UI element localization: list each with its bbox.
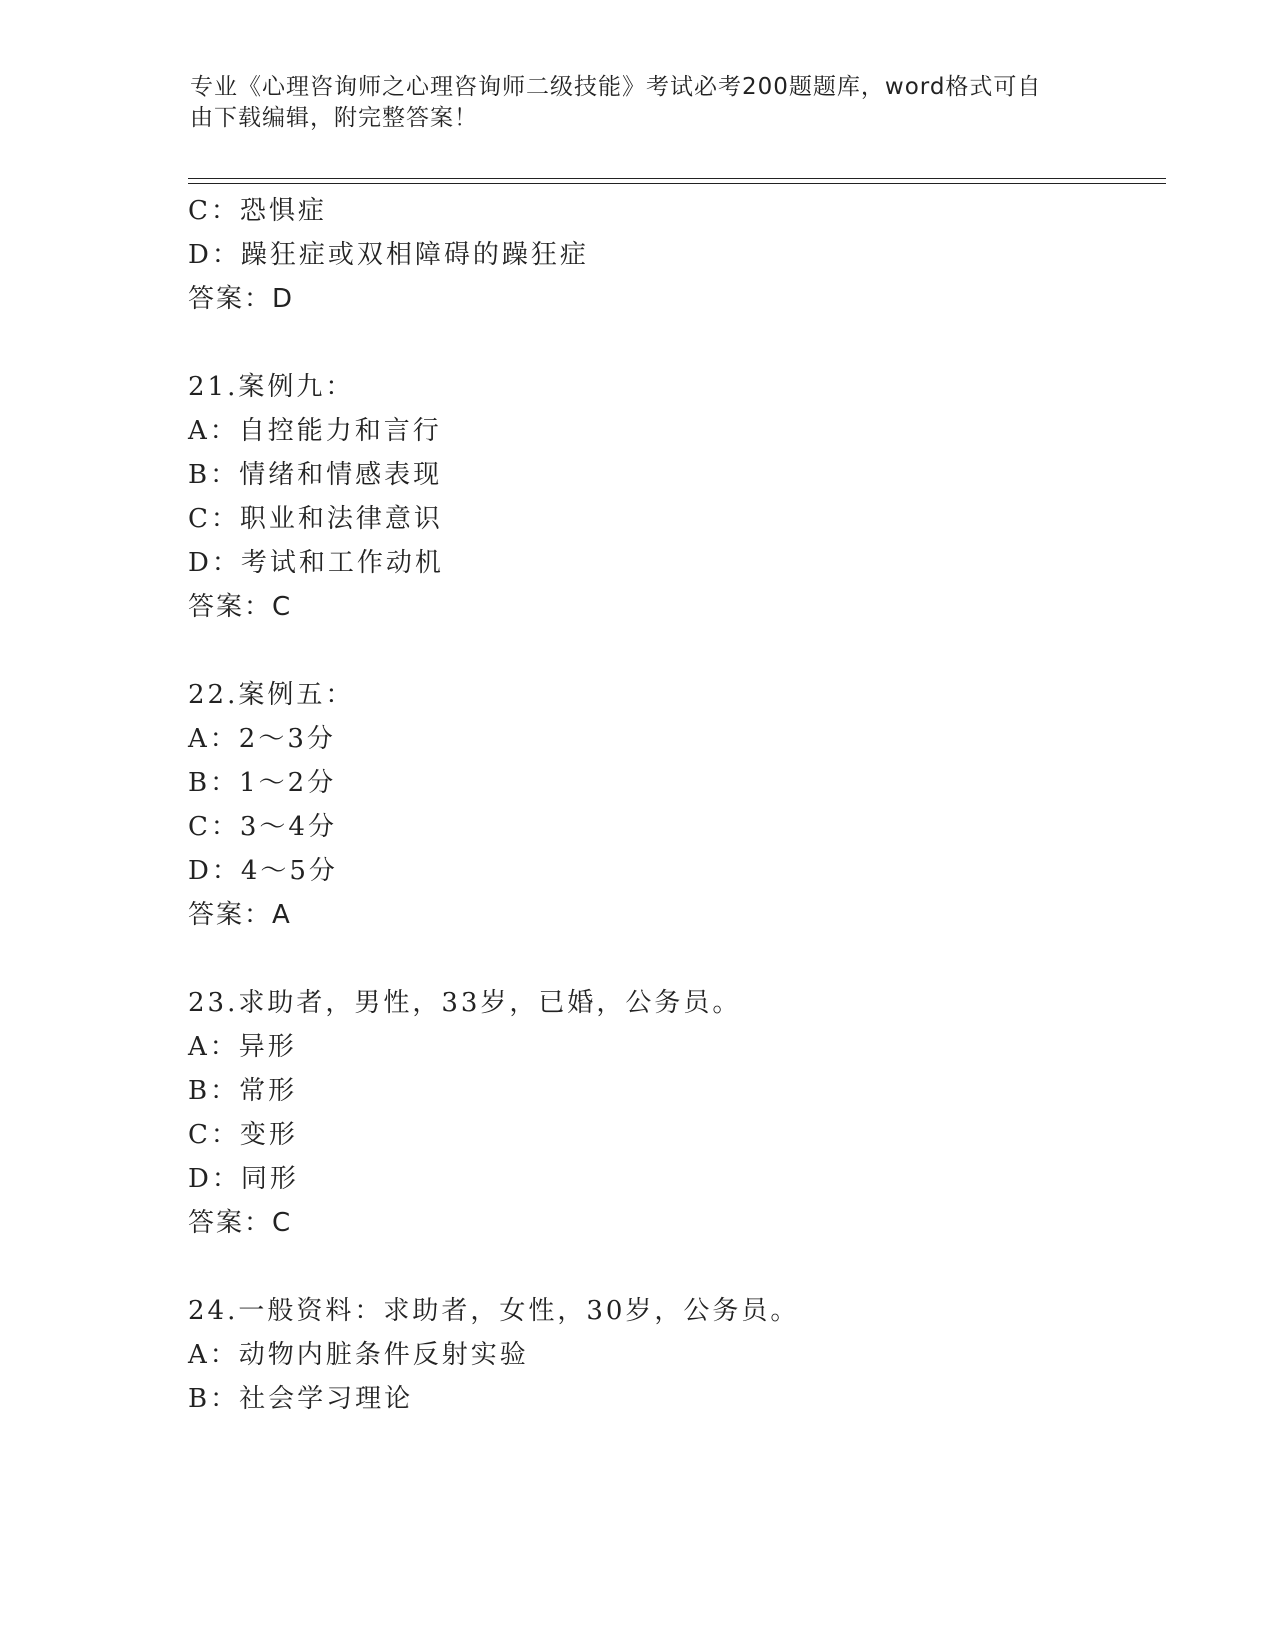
question-24-option-a: A：动物内脏条件反射实验 <box>188 1340 529 1370</box>
question-22-title: 22.案例五： <box>188 680 355 710</box>
question-21-option-a: A：自控能力和言行 <box>188 416 442 446</box>
question-21-option-d: D：考试和工作动机 <box>188 548 444 578</box>
header-line-2: 由下载编辑，附完整答案！ <box>190 105 478 131</box>
question-21-option-b: B：情绪和情感表现 <box>188 460 443 490</box>
document-header <box>190 72 1090 134</box>
prev-answer: 答案：D <box>188 284 295 314</box>
question-22-answer: 答案：A <box>188 900 292 930</box>
question-23-answer: 答案：C <box>188 1208 293 1238</box>
question-22-option-a: A：2～3分 <box>188 724 336 754</box>
question-23-option-d: D：同形 <box>188 1164 299 1194</box>
header-line-1: 专业《心理咨询师之心理咨询师二级技能》考试必考200题题库，word格式可自 <box>190 74 1042 100</box>
question-23-option-c: C：变形 <box>188 1120 298 1150</box>
question-22-option-b: B：1～2分 <box>188 768 337 798</box>
header-divider-bottom <box>188 183 1166 184</box>
question-24-option-b: B：社会学习理论 <box>188 1384 414 1414</box>
header-divider-top <box>188 178 1166 179</box>
prev-option-c: C：恐惧症 <box>188 196 327 226</box>
prev-option-d: D：躁狂症或双相障碍的躁狂症 <box>188 240 589 270</box>
question-24-title: 24.一般资料：求助者，女性，30岁，公务员。 <box>188 1296 800 1326</box>
question-23-title: 23.求助者，男性，33岁，已婚，公务员。 <box>188 988 742 1018</box>
question-22-option-c: C：3～4分 <box>188 812 337 842</box>
question-21-title: 21.案例九： <box>188 372 355 402</box>
question-21-option-c: C：职业和法律意识 <box>188 504 443 534</box>
question-22-option-d: D：4～5分 <box>188 856 338 886</box>
question-23-option-b: B：常形 <box>188 1076 298 1106</box>
question-21-answer: 答案：C <box>188 592 293 622</box>
question-23-option-a: A：异形 <box>188 1032 297 1062</box>
